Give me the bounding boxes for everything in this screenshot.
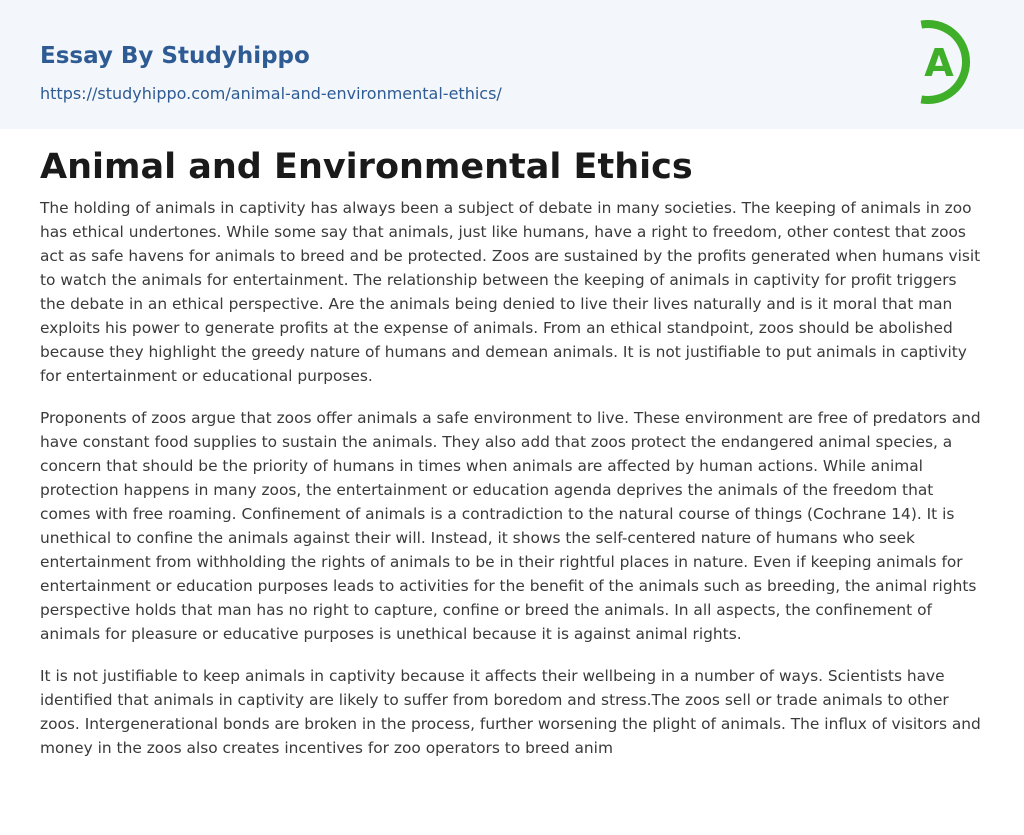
essay-paragraph: It is not justifiable to keep animals in captivity because it affects their wellbeing in a number of ways. Scientists have identified that animals in captivity are likely to suffer from boredom and stress.The zoos sell or trade animals to other zoos. Intergenerational bonds are broken in the process, further worsening the plight of animals. The influx of visitors and money in the zoos also creates incentives for zoo operators to breed anim — [40, 667, 981, 757]
essay-title: Animal and Environmental Ethics — [40, 147, 693, 187]
brand-title: Essay By Studyhippo — [40, 43, 310, 69]
essay-paragraph: The holding of animals in captivity has always been a subject of debate in many societies. The keeping of animals in zoo has ethical undertones. While some say that animals, just like humans, have a right to freedom, other contest that zoos act as safe havens for animals to breed and be protected. Zoos are sustained by the profits generated when humans visit to watch the animals for entertainment. The relationship between the keeping of animals in captivity for profit triggers the debate in an ethical perspective. Are the animals being denied to live their lives naturally and is it moral that man exploits his power to generate profits at the expense of animals. From an ethical standpoint, zoos should be abolished because they highlight the greedy nature of humans and demean animals. It is not justifiable to put animals in captivity for entertainment or educational purposes. — [40, 199, 981, 385]
essay-paragraph: Proponents of zoos argue that zoos offer animals a safe environment to live. These environment are free of predators and have constant food supplies to sustain the animals. They also add that zoos protect the endangered animal species, a concern that should be the priority of humans in times when animals are affected by human actions. While animal protection happens in many zoos, the entertainment or education agenda deprives the animals of the freedom that comes with free roaming. Confinement of animals is a contradiction to the natural course of things (Cochrane 14). It is unethical to confine the animals against their will. Instead, it shows the self-centered nature of humans who seek entertainment from withholding the rights of animals to be in their rightful places in nature. Even if keeping animals for entertainment or education purposes leads to activities for the benefit of the animals such as breeding, the animal rights perspective holds that man has no right to capture, confine or breed the animals. In all aspects, the confinement of animals for pleasure or educative purposes is unethical because it is against animal rights. — [40, 409, 981, 643]
studyhippo-logo-icon[interactable] — [906, 16, 990, 108]
essay-source-link[interactable]: https://studyhippo.com/animal-and-environmental-ethics/ — [40, 84, 502, 103]
essay-content — [40, 144, 986, 778]
logo-letter: A — [924, 41, 954, 85]
site-header — [0, 0, 1024, 129]
